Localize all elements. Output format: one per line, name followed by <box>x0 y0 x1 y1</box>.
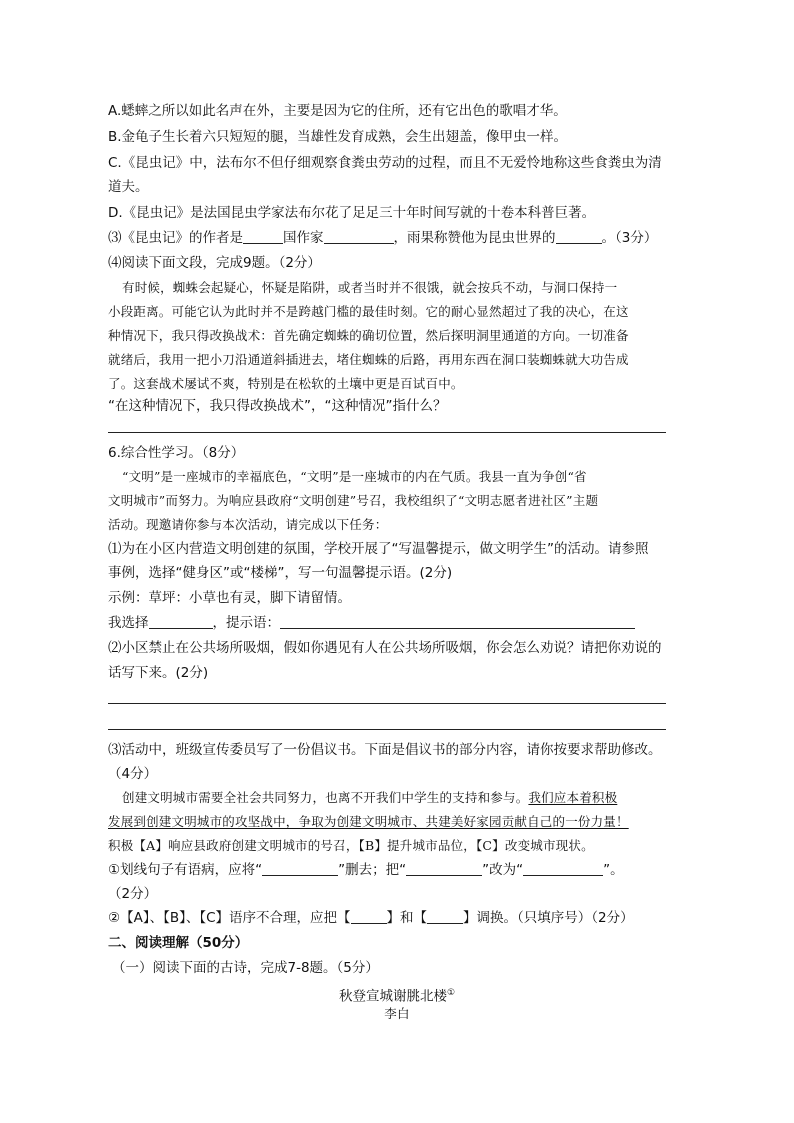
q5-3-text-c: ，雨果称赞他为昆虫世界的 <box>393 230 556 246</box>
choose-blank[interactable] <box>149 616 213 629</box>
question-5-3 <box>108 230 657 246</box>
item-1-text-d: ”。 <box>603 862 624 878</box>
question-6-3-line1: ⑶活动中，班级宣传委员写了一份倡议书。下面是倡议书的部分内容，请你按要求帮助修改。 <box>108 742 662 758</box>
item-1-text-a: ①划线句子有语病，应将“ <box>108 862 263 878</box>
author-name-blank[interactable] <box>324 231 394 244</box>
swap-first-blank[interactable] <box>351 911 387 924</box>
example-text: 示例：草坪：小草也有灵，脚下请留情。 <box>108 590 351 606</box>
choose-line <box>108 615 635 631</box>
question-6-2-line1: ⑵小区禁止在公共场所吸烟，假如你遇见有人在公共场所吸烟，你会怎么劝说？请把你劝说的 <box>108 640 662 656</box>
passage-line: 了。这套战术屡试不爽，特别是在松软的土壤中更是百试百中。 <box>108 376 464 391</box>
option-c-line1: C.《昆虫记》中，法布尔不但仔细观察食粪虫劳动的过程，而且不无爱怜地称这些食粪虫为清 <box>108 155 662 171</box>
choose-label: 我选择 <box>108 615 149 631</box>
answer-line[interactable] <box>108 729 666 730</box>
swap-second-blank[interactable] <box>427 911 463 924</box>
q5-3-text-b: 国作家 <box>283 230 324 246</box>
replace-to-blank[interactable] <box>523 863 603 876</box>
option-d: D.《昆虫记》是法国昆虫学家法布尔花了足足三十年时间写就的十卷本科普巨著。 <box>108 205 596 221</box>
poem-title <box>0 985 794 1005</box>
q5-3-text-d: 。（3分） <box>601 230 658 246</box>
tip-label: ，提示语： <box>212 615 280 631</box>
item-1-text-b: ”删去；把“ <box>338 862 407 878</box>
part-1-heading: （一）阅读下面的古诗，完成7-8题。（5分） <box>112 960 379 976</box>
question-6-1-line2: 事例，选择“健身区”或“楼梯”，写一句温馨提示语。(2分) <box>108 565 453 581</box>
option-c-line2: 道夫。 <box>108 179 149 195</box>
tip-blank[interactable] <box>280 616 635 629</box>
item-2-text-b: 】和【 <box>386 910 428 926</box>
proposal-underlined: 我们应本着积极 <box>528 790 618 805</box>
item-1-score: （2分） <box>108 886 158 902</box>
question-5-4: ⑷阅读下面文段，完成9题。（2分） <box>108 255 321 271</box>
proposal-line <box>122 790 617 806</box>
item-2-text-a: ②【A】、【B】、【C】语序不合理，应把【 <box>108 910 351 926</box>
intro-line: 文明城市”而努力。为响应县政府“文明创建”号召，我校组织了“文明志愿者进社区”主题 <box>108 493 599 508</box>
item-2 <box>108 910 634 926</box>
section-2-title: 二、阅读理解（50分） <box>108 935 249 951</box>
option-a: A.蟋蟀之所以如此名声在外，主要是因为它的住所，还有它出色的歌唱才华。 <box>108 103 567 119</box>
option-b: B.金龟子生长着六只短短的腿，当雄性发育成熟，会生出翅盖，像甲虫一样。 <box>108 129 568 145</box>
item-2-text-c: 】调换。（只填序号）（2分） <box>463 910 634 926</box>
proposal-line: 积极【A】响应县政府创建文明城市的号召，【B】提升城市品位，【C】改变城市现状。 <box>108 838 594 853</box>
proposal-text: 创建文明城市需要全社会共同努力，也离不开我们中学生的支持和参与。 <box>122 790 529 805</box>
intro-line: “文明”是一座城市的幸福底色，“文明”是一座城市的内在气质。我县一直为争创“省 <box>122 469 587 484</box>
footnote-marker: ① <box>446 988 456 998</box>
proposal-underlined-line: 发展到创建文明城市的攻坚战中，争取为创建文明城市、共建美好家园贡献自己的一份力量！ <box>108 814 629 829</box>
question-6-title: 6.综合性学习。（8分） <box>108 445 245 461</box>
praise-blank[interactable] <box>556 231 602 244</box>
intro-line: 活动。现邀请你参与本次活动，请完成以下任务： <box>108 517 388 532</box>
item-1-text-c: ”改为“ <box>482 862 524 878</box>
poem-author: 李白 <box>384 1006 410 1021</box>
answer-line[interactable] <box>108 703 666 704</box>
passage-line: 种情况下，我只得改换战术：首先确定蜘蛛的确切位置，然后探明洞里通道的方向。一切准备 <box>108 328 629 343</box>
replace-from-blank[interactable] <box>406 863 482 876</box>
passage-question: “在这种情况下，我只得改换战术”，“这种情况”指什么？ <box>108 398 447 414</box>
question-6-1-line1: ⑴为在小区内营造文明创建的氛围，学校开展了“写温馨提示，做文明学生”的活动。请参照 <box>108 541 649 557</box>
passage-line: 小段距离。可能它认为此时并不是跨越门槛的最佳时刻。它的耐心显然超过了我的决心，在这 <box>108 304 629 319</box>
passage-line: 有时候，蜘蛛会起疑心，怀疑是陷阱，或者当时并不很饿，就会按兵不动，与洞口保持一 <box>122 280 618 295</box>
passage-line: 就绪后，我用一把小刀沿通道斜插进去，堵住蜘蛛的后路，再用东西在洞口装蜘蛛就大功告成 <box>108 352 629 367</box>
q5-3-text-a: ⑶《昆虫记》的作者是 <box>108 230 243 246</box>
question-6-2-line2: 话写下来。(2分) <box>108 665 209 681</box>
delete-blank[interactable] <box>262 863 338 876</box>
answer-line[interactable] <box>108 432 666 433</box>
item-1 <box>108 862 624 878</box>
poem-title-text: 秋登宣城谢朓北楼 <box>338 988 447 1005</box>
question-6-3-line2: （4分） <box>108 766 158 782</box>
author-country-blank[interactable] <box>243 231 283 244</box>
